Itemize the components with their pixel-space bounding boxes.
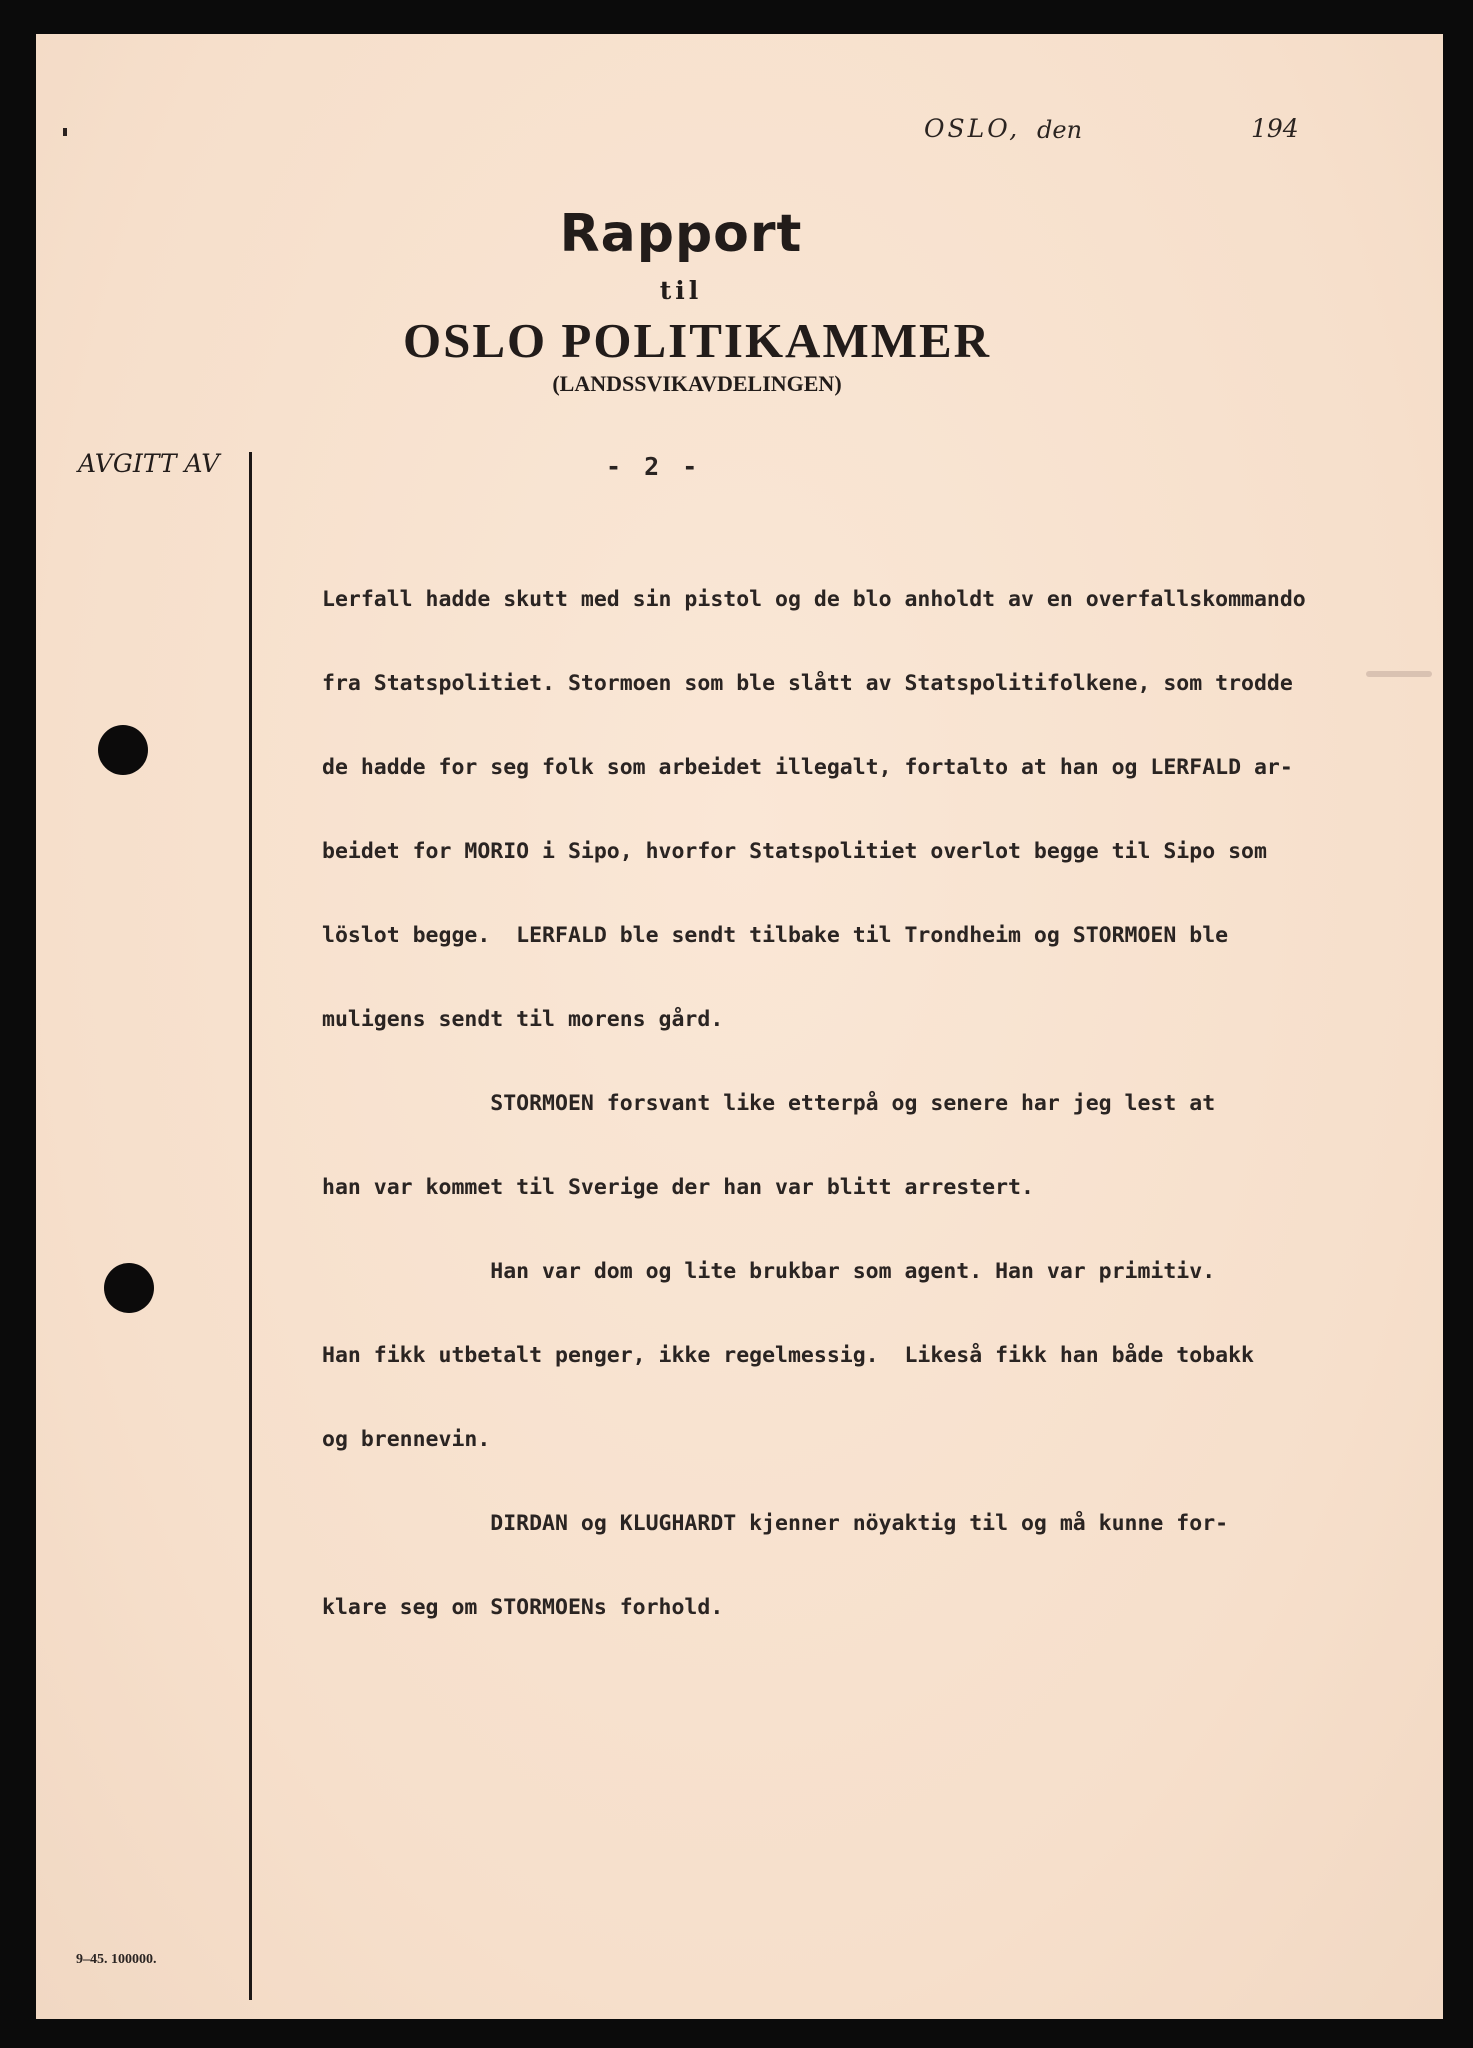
report-body — [322, 530, 1432, 1678]
body-line: STORMOEN forsvant like etterpå og senere har jeg lest at — [322, 1091, 1216, 1116]
page-number: - 2 - — [606, 452, 702, 481]
body-line: löslot begge. LERFALD ble sendt tilbake til Trondheim og STORMOEN ble — [322, 923, 1229, 948]
punch-hole — [98, 725, 148, 775]
report-title: Rapport — [559, 204, 803, 264]
body-line: beidet for MORIO i Sipo, hvorfor Statspolitiet overlot begge til Sipo som — [322, 839, 1267, 864]
header-year: 194 — [1251, 114, 1299, 143]
body-line: de hadde for seg folk som arbeidet illegalt, fortalto at han og LERFALD ar- — [322, 755, 1293, 780]
header-city: OSLO, — [924, 114, 1021, 143]
office-name: OSLO POLITIKAMMER — [402, 313, 992, 368]
margin-rule — [249, 452, 252, 2000]
body-line: DIRDAN og KLUGHARDT kjenner nöyaktig til og må kunne for- — [322, 1511, 1229, 1536]
sidebar-label: AVGITT AV — [78, 449, 220, 478]
body-line: Han fikk utbetalt penger, ikke regelmessig. Likeså fikk han både tobakk — [322, 1343, 1254, 1368]
body-line: klare seg om STORMOENs forhold. — [322, 1595, 724, 1620]
body-line: Lerfall hadde skutt med sin pistol og de blo anholdt av en overfallskommando — [322, 587, 1306, 612]
body-line: fra Statspolitiet. Stormoen som ble slått av Statspolitifolkene, som trodde — [322, 671, 1293, 696]
department-name: (LANDSSVIKAVDELINGEN) — [552, 371, 842, 396]
ink-smudge — [1366, 671, 1432, 677]
report-page — [36, 34, 1443, 2019]
body-line: og brennevin. — [322, 1427, 491, 1452]
body-line: Han var dom og lite brukbar som agent. Han var primitiv. — [322, 1259, 1216, 1284]
form-code: 9–45. 100000. — [76, 1952, 157, 1967]
margin-mark — [63, 128, 67, 136]
body-line: han var kommet til Sverige der han var blitt arrestert. — [322, 1175, 1034, 1200]
report-til: til — [659, 276, 703, 305]
header-den: den — [1037, 116, 1083, 144]
body-line: muligens sendt til morens gård. — [322, 1007, 724, 1032]
punch-hole — [104, 1263, 154, 1313]
